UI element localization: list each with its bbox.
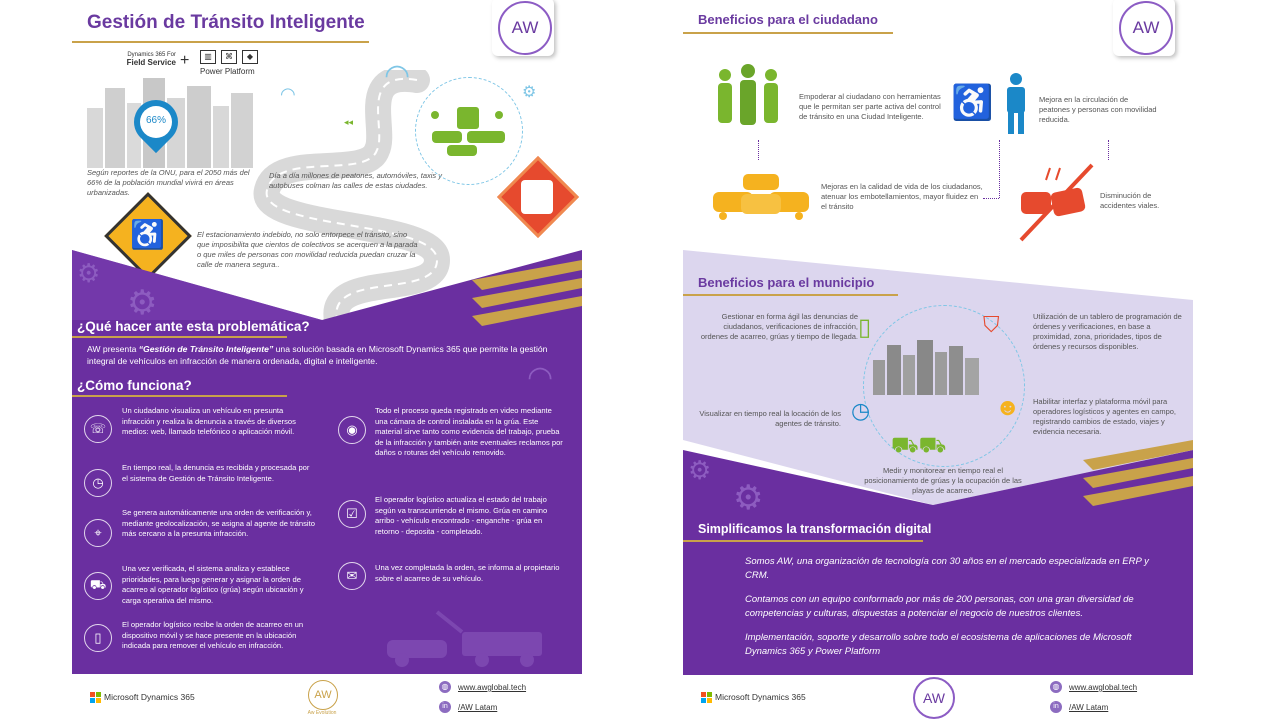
tow-truck-green-icon: ⛟⛟ (891, 432, 947, 457)
about-paragraph: Implementación, soporte y desarrollo sobre todo el ecosistema de aplicaciones de Microsoft Dynamics 365 y Power Platform (745, 632, 1132, 657)
tow-truck-icon: ⛟ (84, 572, 112, 600)
about-paragraph: Somos AW, una organización de tecnología con 30 años en el mercado especializada en ERP y CRM. (745, 556, 1149, 581)
microsoft-logo-icon (701, 692, 712, 703)
step-text: Todo el proceso queda registrado en video mediante una cámara de control instalada en la grúa. Este material sirve tanto como evidencia del trabajo, prueba de la infracción y también ante eventuales reclamos por daños o roturas del vehículo removido. (375, 406, 563, 458)
clock-mobile-icon: ◷ (851, 398, 871, 423)
vehicles-green-icon (427, 105, 512, 160)
municipality-text: Utilización de un tablero de programación de órdenes y verificaciones, en base a proximidad, zona, prioridades, tipos de órdenes y recursos disponibles. (1033, 312, 1182, 351)
power-bi-icon: ▥ (200, 50, 216, 64)
infographic-page-1: Gestión de Tránsito Inteligente AW Dynamics 365 For Field Service + ▥ ⌘ ◆ Power Platform 66% Según reportes de la ONU, para el 2050 más del 66% de la población mundial vivirá en áreas urbanizadas. ◠ ◠ ◂◂ Día a día millones de peatones, automóviles, taxis y autobuses colman las calles de estas ciudades. ⚙ ♿ El estacionamiento indebido, no solo entorpece el tránsito, sino que imposibilita que cientos de colectivos se acerquen a la parada o que miles de personas con movilidad reducida puedan cruzar la calle de manera segura.. ⚙ ⚙ ¿Qué hacer ante esta problemática? AW presenta “Gestión de Tránsito Inteligente” una solución basada en Microsoft Dynamics 365 que permite la gestión integral de vehículos en infracción de manera ordenada, digital e inteligente. ¿Cómo funciona? ◠ ☏ Un ciudadano visualiza un vehículo en presunta infracción y realiza la denuncia a través de diversos medios: web, llamado telefónico o aplicación móvil. ◷ En tiempo real, la denuncia es recibida y procesada por el sistema de Gestión de Tránsito Inteligente. ⌖ Se genera automáticamente una orden de verificación y, mediante geolocalización, se asigna al agente de tránsito más cercano a la presunta infracción. ⛟ Una vez verificada, el sistema analiza y establece prioridades, para luego generar y asignar la orden de acarreo al operador logístico (grúa) según ubicación y carga operativa del mismo. ▯ El operador logístico recibe la orden de acarreo en un dispositivo móvil y se hace presente en la ubicación indicada para remover el vehículo en infracción. ◉ Todo el proceso queda registrado en video mediante una cámara de control instalada en la grúa. Este material sirve tanto como evidencia del trabajo, prueba de la infracción y también ante eventuales reclamos por daños o roturas del vehículo removido. ☑ El operador logístico actualiza el estado del trabajo según va transcurriendo el mismo. Grúa en camino arribo - vehículo encontrado - enganche - grúa en retorno - deposita - completado. ✉ Una vez completada la orden, se informa al propietario sobre el acarreo de su vehículo. Microsoft Dynamics 365 AW Aw Evolution ◍ www.awglobal.tech in /AW Latam (72, 0, 582, 720)
traffic-officer-icon: ⛉ (983, 312, 1000, 337)
website-link[interactable]: www.awglobal.tech (1069, 683, 1138, 692)
infographic-page-2 (683, 0, 1193, 720)
plus-sign: + (180, 52, 190, 69)
traffic-jam-icon (711, 172, 811, 224)
wifi-icon: ◠ (527, 361, 554, 394)
linkedin-link[interactable]: /AW Latam (458, 703, 498, 712)
citizen-benefits-title: Beneficios para el ciudadano (698, 12, 878, 27)
quality-of-life-text: Mejoras en la calidad de vida de los ciudadanos, atenuar los embotellamientos, mayor fluidez en el tránsito (821, 182, 983, 211)
daily-traffic-text: Día a día millones de peatones, automóviles, taxis y autobuses colman las calles de estas ciudades. (269, 171, 443, 190)
linkedin-link[interactable]: /AW Latam (1069, 703, 1109, 712)
mobile-icon: ▯ (84, 624, 112, 652)
gear-icon: ⚙ (733, 479, 764, 517)
phone-icon: ☏ (84, 415, 112, 443)
wifi-icon: ◠ (280, 84, 296, 104)
parking-text: El estacionamiento indebido, no solo entorpece el tránsito, sino que imposibilita que cientos de colectivos se acerquen a la parada o que miles de personas con movilidad reducida puedan cruzar la calle de manera segura.. (197, 230, 418, 269)
aw-logo-box (1113, 0, 1175, 56)
problem-heading: ¿Qué hacer ante esta problemática? (77, 319, 310, 334)
globe-icon: ◍ (1050, 681, 1062, 693)
wifi-icon: ◠ (384, 59, 411, 92)
dynamics-field-service-logo: Dynamics 365 For Field Service (126, 52, 176, 67)
about-paragraph: Contamos con un equipo conformado por más de 200 personas, con una gran diversidad de competencias y culturas, dispuestas a potenciar el negocio de nuestros clientes. (745, 594, 1134, 619)
power-platform-logo: ▥ ⌘ ◆ Power Platform (200, 50, 258, 76)
gear-icon: ⚙ (522, 84, 537, 101)
empower-text: Empoderar al ciudadano con herramientas que le permitan ser parte activa del control de tránsito en una Ciudad Inteligente. (799, 92, 941, 121)
step-text: Una vez verificada, el sistema analiza y establece prioridades, para luego generar y asignar la orden de acarreo al operador logístico (grúa) según ubicación y carga operativa del mismo. (122, 564, 304, 605)
city-skyline-icon (873, 340, 983, 395)
step-text: Un ciudadano visualiza un vehículo en presunta infracción y realiza la denuncia a través de diversos medios: web, llamado telefónico o aplicación móvil. (122, 406, 296, 437)
linkedin-icon: in (439, 701, 451, 713)
gear-icon: ⚙ (688, 455, 712, 485)
wheelchair-icon: ♿ (130, 219, 165, 250)
pedestrian-icon (1001, 72, 1031, 134)
municipality-benefits-title: Beneficios para el municipio (698, 275, 875, 290)
citizens-icon (713, 63, 783, 133)
car-accident-icon (1016, 160, 1096, 245)
operator-icon: ☻ (995, 394, 1021, 421)
email-icon: ✉ (338, 562, 366, 590)
microsoft-dynamics-logo: Microsoft Dynamics 365 (90, 692, 195, 703)
step-text: Una vez completada la orden, se informa al propietario sobre el acarreo de su vehículo. (375, 563, 560, 583)
gear-icon: ⚙ (77, 258, 101, 288)
municipality-text: Gestionar en forma ágil las denuncias de ciudadanos, verificaciones de infracción, ordenes de acarreo, grúas y tiempo de llegada. (700, 312, 858, 341)
globe-icon: ◍ (439, 681, 451, 693)
map-pin-icon: ⌖ (84, 519, 112, 547)
aw-logo: AW (498, 1, 552, 55)
municipality-text: Medir y monitorear en tiempo real el posicionamiento de grúas y la ocupación de las playas de acarreo. (864, 466, 1022, 495)
microsoft-logo-icon (90, 692, 101, 703)
onu-text: Según reportes de la ONU, para el 2050 más del 66% de la población mundial vivirá en áreas urbanizadas. (87, 168, 250, 197)
website-link[interactable]: www.awglobal.tech (458, 683, 527, 692)
step-text: Se genera automáticamente una orden de verificación y, mediante geolocalización, se asigna al agente de tránsito más cercano a la presunta infracción. (122, 508, 315, 539)
page-title: Gestión de Tránsito Inteligente (87, 12, 365, 33)
how-heading: ¿Cómo funciona? (77, 378, 192, 393)
power-apps-icon: ⌘ (221, 50, 237, 64)
mobile-phone-icon: ▯ (858, 314, 872, 341)
step-text: En tiempo real, la denuncia es recibida y procesada por el sistema de Gestión de Tránsito Inteligente. (122, 463, 310, 483)
aw-logo: AW (1119, 1, 1173, 55)
microsoft-dynamics-logo: Microsoft Dynamics 365 (701, 692, 806, 703)
aw-footer-logo: AW (913, 677, 955, 719)
tow-truck-illustration (382, 610, 567, 670)
linkedin-icon: in (1050, 701, 1062, 713)
aw-evolution-logo: AW (308, 680, 338, 710)
step-text: El operador logístico recibe la orden de acarreo en un dispositivo móvil y se hace presente en la ubicación indicada para remover el vehículo en infracción. (122, 620, 304, 651)
municipality-text: Visualizar en tiempo real la locación de los agentes de tránsito. (699, 409, 841, 428)
mobility-text: Mejora en la circulación de peatones y personas con movilidad reducida. (1039, 95, 1157, 124)
aw-logo-box (492, 0, 554, 56)
municipality-text: Habilitar interfaz y plataforma móvil para operadores logísticos y agentes en campo, registrando cambios de estado, viajes y evidencia necesaria. (1033, 397, 1177, 436)
clock-icon: ◷ (84, 469, 112, 497)
gear-icon: ⚙ (127, 284, 158, 322)
camera-icon: ◉ (338, 416, 366, 444)
power-automate-icon: ◆ (242, 50, 258, 64)
step-text: El operador logístico actualiza el estado del trabajo según va transcurriendo el mismo. Grúa en camino arribo - vehículo encontrado - enganche - grúa en retorno - deposita - completado. (375, 495, 548, 536)
checklist-icon: ☑ (338, 500, 366, 528)
title-underline (72, 41, 369, 43)
wheelchair-person-icon: ♿ (951, 84, 994, 122)
bus-icon (521, 180, 553, 214)
chevron-left-icon: ◂◂ (344, 117, 354, 127)
intro-paragraph: AW presenta “Gestión de Tránsito Inteligente” una solución basada en Microsoft Dynamics 365 que permite la gestión integral de vehículos en infracción de manera ordenada, digital e inteligente. (87, 344, 548, 366)
digital-transformation-title: Simplificamos la transformación digital (698, 522, 932, 536)
percent-badge: 66% (145, 115, 166, 126)
accidents-text: Disminución de accidentes viales. (1100, 191, 1160, 210)
